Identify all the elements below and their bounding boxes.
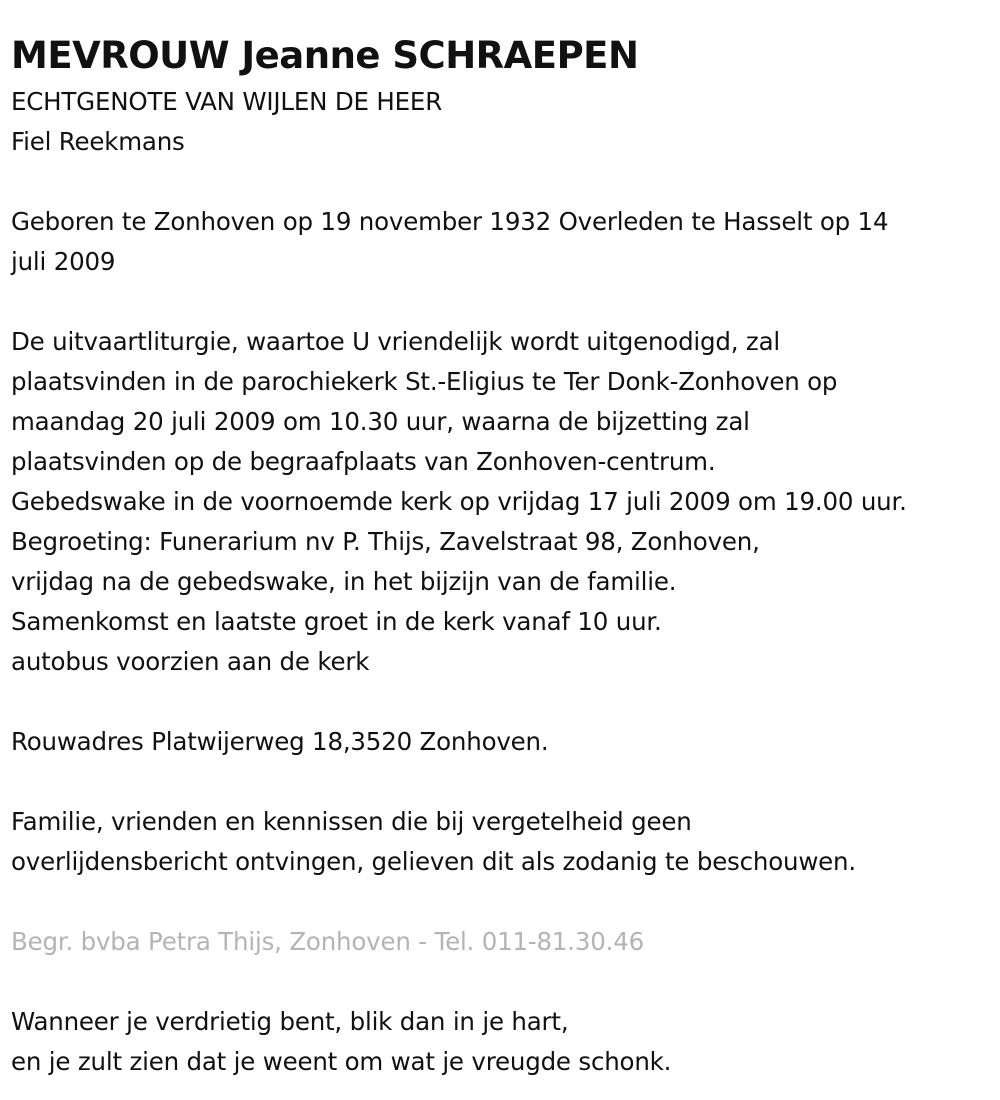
birth-death-line-2: juli 2009 <box>11 247 116 276</box>
ceremony-line-1: De uitvaartliturgie, waartoe U vriendelijk wordt uitgenodigd, zal <box>11 327 781 356</box>
spacer <box>11 762 996 802</box>
spouse-name: Fiel Reekmans <box>11 127 185 156</box>
deceased-name-title: MEVROUW Jeanne SCHRAEPEN <box>11 34 639 77</box>
obituary-notice <box>11 30 996 1082</box>
verse-line-2: en je zult zien dat je weent om wat je vreugde schonk. <box>11 1047 672 1076</box>
spacer <box>11 282 996 322</box>
birth-death-line-1: Geboren te Zonhoven op 19 november 1932 Overleden te Hasselt op 14 <box>11 207 889 236</box>
undertaker-info: Begr. bvba Petra Thijs, Zonhoven - Tel. 011-81.30.46 <box>11 927 645 956</box>
ceremony-line-3: maandag 20 juli 2009 om 10.30 uur, waarna de bijzetting zal <box>11 407 750 436</box>
family-line-2: overlijdensbericht ontvingen, gelieven dit als zodanig te beschouwen. <box>11 847 856 876</box>
ceremony-line-2: plaatsvinden in de parochiekerk St.-Eligius te Ter Donk-Zonhoven op <box>11 367 838 396</box>
spacer <box>11 962 996 1002</box>
greeting-line-1: Begroeting: Funerarium nv P. Thijs, Zavelstraat 98, Zonhoven, <box>11 527 760 556</box>
spouse-label: ECHTGENOTE VAN WIJLEN DE HEER <box>11 87 443 116</box>
bus-line: autobus voorzien aan de kerk <box>11 647 370 676</box>
family-line-1: Familie, vrienden en kennissen die bij vergetelheid geen <box>11 807 692 836</box>
mourning-address: Rouwadres Platwijerweg 18,3520 Zonhoven. <box>11 727 549 756</box>
spacer <box>11 882 996 922</box>
spacer <box>11 682 996 722</box>
ceremony-line-4: plaatsvinden op de begraafplaats van Zonhoven-centrum. <box>11 447 716 476</box>
verse-line-1: Wanneer je verdrietig bent, blik dan in je hart, <box>11 1007 569 1036</box>
gathering-line: Samenkomst en laatste groet in de kerk vanaf 10 uur. <box>11 607 662 636</box>
greeting-line-2: vrijdag na de gebedswake, in het bijzijn van de familie. <box>11 567 677 596</box>
wake-line: Gebedswake in de voornoemde kerk op vrijdag 17 juli 2009 om 19.00 uur. <box>11 487 907 516</box>
spacer <box>11 162 996 202</box>
